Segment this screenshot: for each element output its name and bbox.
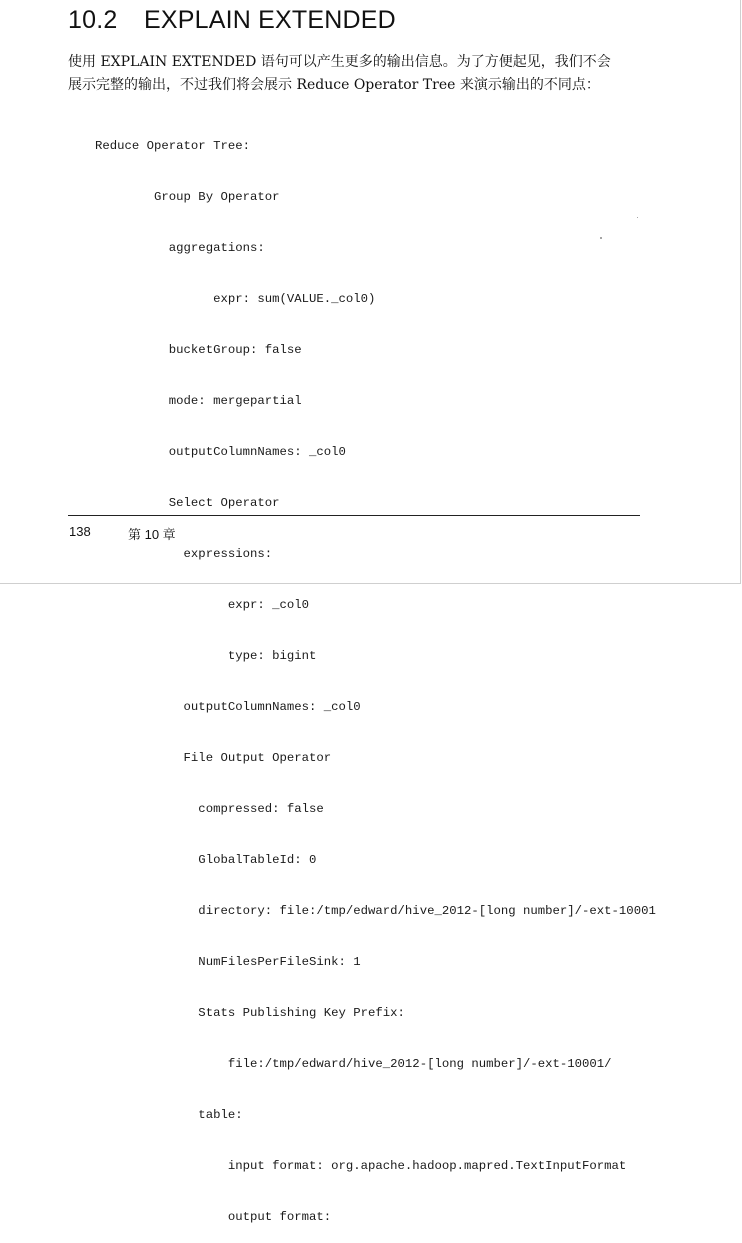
code-line: mode: mergepartial (95, 394, 302, 408)
code-line: File Output Operator (95, 751, 332, 765)
code-line: file:/tmp/edward/hive_2012-[long number]/-ext-10001/ (95, 1057, 612, 1071)
code-line: expr: _col0 (95, 598, 310, 612)
code-line: NumFilesPerFileSink: 1 (95, 955, 361, 969)
intro-line: 使用 EXPLAIN EXTENDED 语句可以产生更多的输出信息。为了方便起见，我们不会 (68, 54, 611, 70)
section-heading (68, 6, 396, 35)
code-line: input format: org.apache.hadoop.mapred.TextInputFormat (95, 1159, 627, 1173)
code-line: Group By Operator (95, 190, 280, 204)
footer-page-number: 138 (69, 524, 91, 539)
scan-speck (600, 237, 602, 239)
code-line: expressions: (95, 547, 273, 561)
code-line: GlobalTableId: 0 (95, 853, 317, 867)
section-title: EXPLAIN EXTENDED (144, 6, 396, 34)
footer-rule (68, 515, 640, 516)
code-line: directory: file:/tmp/edward/hive_2012-[long number]/-ext-10001 (95, 904, 656, 918)
code-line: aggregations: (95, 241, 265, 255)
code-line: table: (95, 1108, 243, 1122)
code-line: bucketGroup: false (95, 343, 302, 357)
footer-chapter-label: 第 10 章 (128, 527, 176, 542)
code-line: compressed: false (95, 802, 324, 816)
section-number: 10.2 (68, 6, 118, 34)
code-line: output format: (95, 1210, 332, 1224)
scan-speck (637, 217, 638, 218)
code-line: Select Operator (95, 496, 280, 510)
code-line: type: bigint (95, 649, 317, 663)
code-line: expr: sum(VALUE._col0) (95, 292, 376, 306)
intro-paragraph (68, 51, 658, 97)
code-line: outputColumnNames: _col0 (95, 700, 361, 714)
code-line: Stats Publishing Key Prefix: (95, 1006, 405, 1020)
code-listing (95, 104, 656, 1243)
code-line: outputColumnNames: _col0 (95, 445, 346, 459)
intro-line: 展示完整的输出，不过我们将会展示 Reduce Operator Tree 来演示输出的不同点： (68, 77, 600, 93)
code-line: Reduce Operator Tree: (95, 139, 250, 153)
